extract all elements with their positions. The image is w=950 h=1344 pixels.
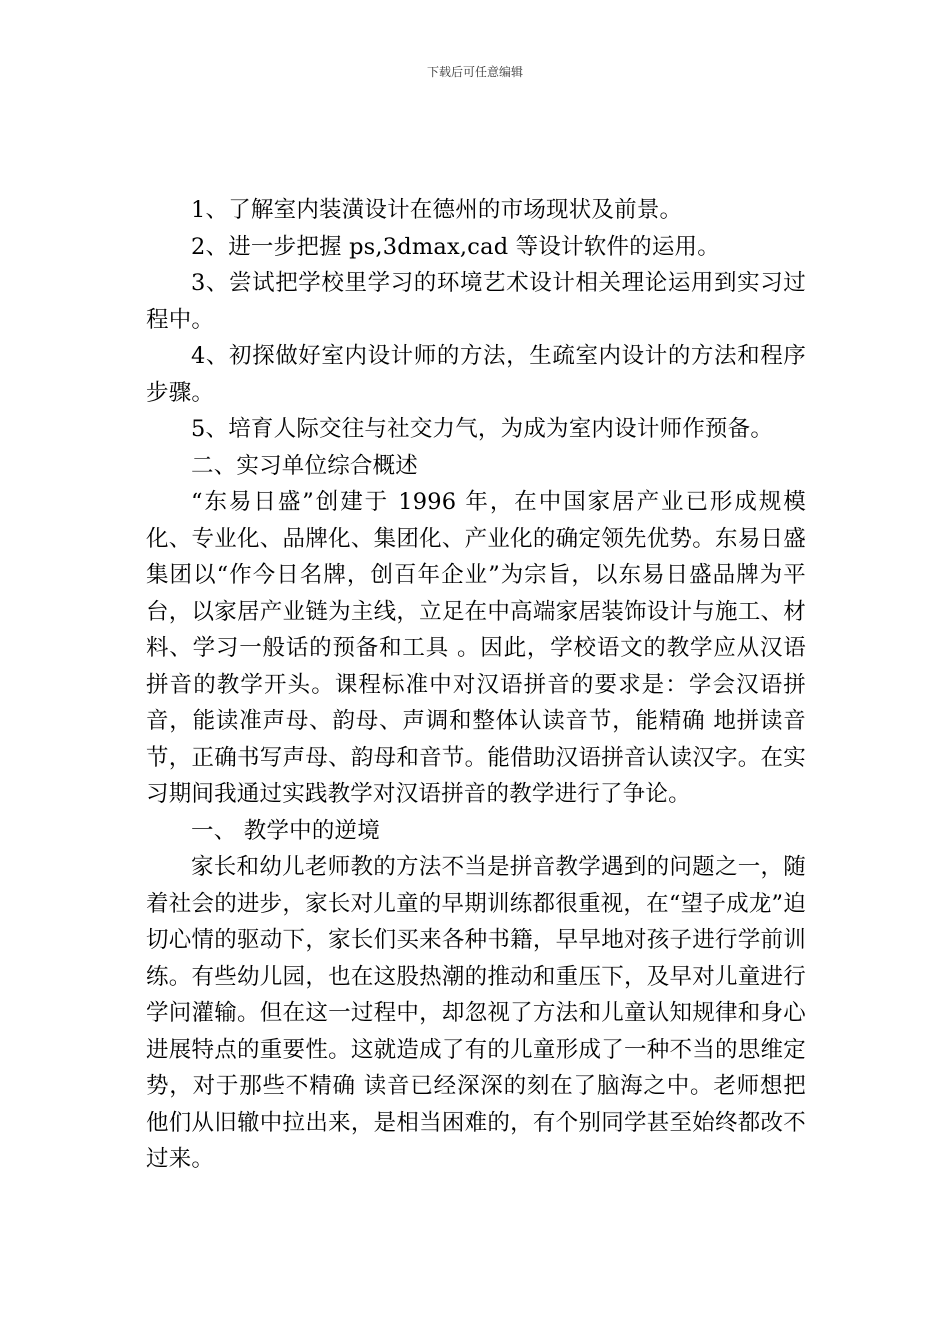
teaching-difficulties-paragraph: 家长和幼儿老师教的方法不当是拼音教学遇到的问题之一，随着社会的进步，家长对儿童的早期训练都很重视，在“望子成龙”迫切心情的驱动下，家长们买来各种书籍，早早地对孩子进行学前训练。有些幼儿园，也在这股热潮的推动和重压下，及早对儿童进行学问灌输。但在这一过程中，却忽视了方法和儿童认知规律和身心进展特点的重要性。这就造成了有的儿童形成了一种不当的思维定势，对于那些不精确 读音已经深深的刻在了脑海之中。老师想把他们从旧辙中拉出来，是相当困难的，有个别同学甚至始终都改不过来。 [146, 854, 806, 1172]
objective-5: 5、培育人际交往与社交力气，为成为室内设计师作预备。 [191, 416, 774, 442]
objective-1: 1、了解室内装潢设计在德州的市场现状及前景。 [191, 197, 683, 223]
section-heading-company-overview: 二、实习单位综合概述 [191, 452, 419, 479]
company-overview-paragraph: “东易日盛”创建于 1996 年，在中国家居产业已形成规模化、专业化、品牌化、集团化、产业化的确定领先优势。东易日盛集团以“作今日名牌，创百年企业”为宗旨，以东易日盛品牌为平台，以家居产业链为主线，立足在中高端家居装饰设计与施工、材料、学习一般话的预备和工具 。因此，学校语文的教学应从汉语拼音的教学开头。课程标准中对汉语拼音的要求是：学会汉语拼音，能读准声母、韵母、声调和整体认读音节，能精确 地拼读音节，正确书写声母、韵母和音节。能借助汉语拼音认读汉字。在实习期间我通过实践教学对汉语拼音的教学进行了争论。 [146, 489, 806, 807]
objective-3: 3、尝试把学校里学习的环境艺术设计相关理论运用到实习过程中。 [146, 270, 806, 333]
objective-4: 4、初探做好室内设计师的方法，生疏室内设计的方法和程序步骤。 [146, 343, 806, 406]
page-header: 下载后可任意编辑 [426, 65, 523, 79]
document-body [146, 192, 806, 1178]
objective-2: 2、进一步把握 ps,3dmax,cad 等设计软件的运用。 [191, 233, 720, 260]
section-heading-teaching-difficulties: 一、 教学中的逆境 [191, 817, 380, 844]
